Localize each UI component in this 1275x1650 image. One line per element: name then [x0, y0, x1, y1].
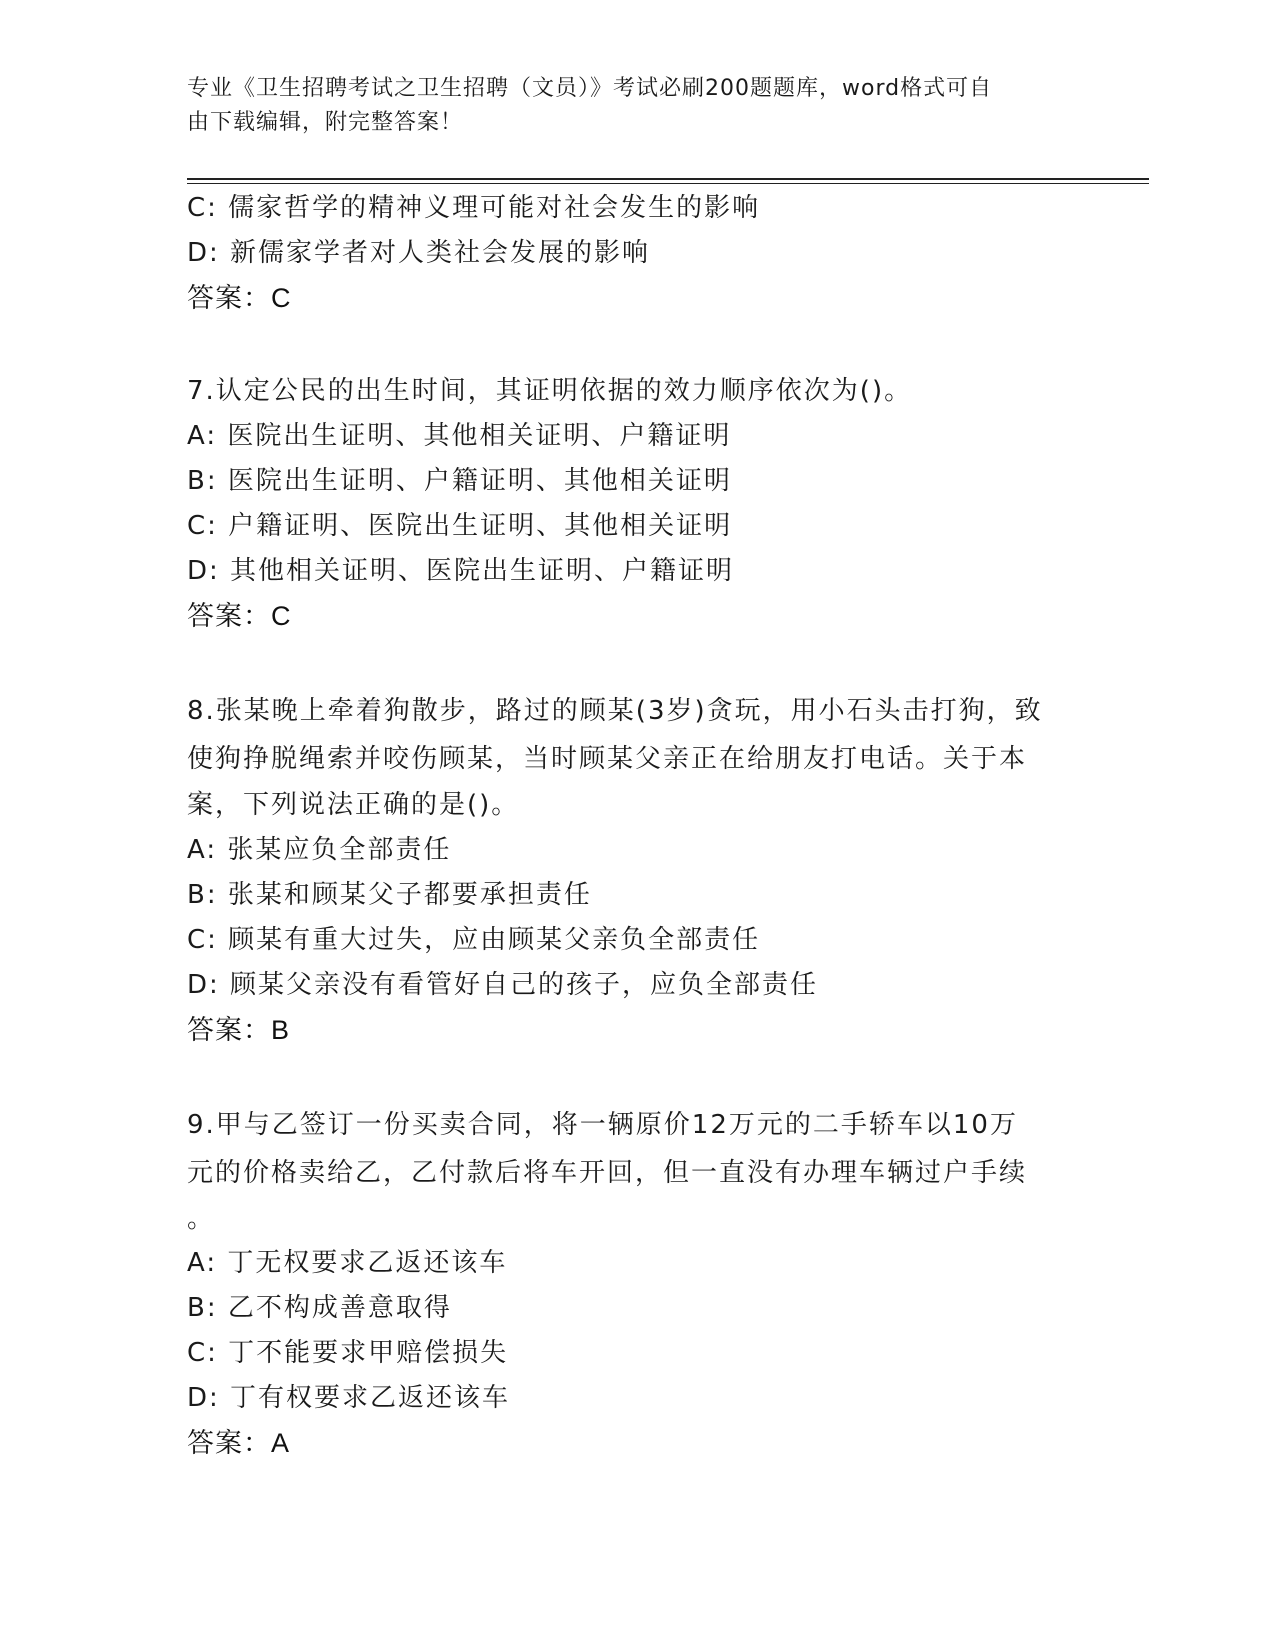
option-c: C: 顾某有重大过失，应由顾某父亲负全部责任 [187, 925, 761, 955]
option-a: A: 丁无权要求乙返还该车 [187, 1248, 508, 1278]
option-d: D: 丁有权要求乙返还该车 [187, 1383, 511, 1413]
header-divider-thin [187, 183, 1149, 184]
question-7 [187, 369, 1087, 639]
option-c: C: 户籍证明、医院出生证明、其他相关证明 [187, 511, 733, 541]
answer-line: 答案：C [187, 601, 292, 631]
question-9 [187, 1101, 1087, 1466]
question-stem: 7.认定公民的出生时间，其证明依据的效力顺序依次为()。 [187, 376, 913, 406]
header-divider-thick [187, 178, 1149, 180]
prev-question-block [187, 186, 1087, 321]
question-stem-line-1: 8.张某晚上牵着狗散步，路过的顾某(3岁)贪玩，用小石头击打狗，致 [187, 696, 1043, 726]
spacer [187, 639, 1087, 687]
answer-line: 答案：A [187, 1428, 291, 1458]
option-d: D: 新儒家学者对人类社会发展的影响 [187, 238, 651, 268]
option-b: B: 乙不构成善意取得 [187, 1293, 452, 1323]
spacer [187, 321, 1087, 369]
question-stem-line-3: 案，下列说法正确的是()。 [187, 790, 520, 820]
question-content [187, 186, 1087, 1466]
spacer [187, 1053, 1087, 1101]
question-stem-line-2: 元的价格卖给乙，乙付款后将车开回，但一直没有办理车辆过户手续 [187, 1158, 1028, 1188]
option-d: D: 顾某父亲没有看管好自己的孩子，应负全部责任 [187, 970, 819, 1000]
question-stem-line-1: 9.甲与乙签订一份买卖合同，将一辆原价12万元的二手轿车以10万 [187, 1110, 1018, 1140]
page-header [187, 72, 1067, 140]
answer-line: 答案：B [187, 1015, 291, 1045]
question-stem-line-3: 。 [187, 1204, 216, 1234]
option-c: C: 儒家哲学的精神义理可能对社会发生的影响 [187, 193, 761, 223]
answer-line: 答案：C [187, 283, 292, 313]
option-d: D: 其他相关证明、医院出生证明、户籍证明 [187, 556, 735, 586]
option-c: C: 丁不能要求甲赔偿损失 [187, 1338, 509, 1368]
option-a: A: 张某应负全部责任 [187, 835, 452, 865]
option-b: B: 张某和顾某父子都要承担责任 [187, 880, 592, 910]
question-8 [187, 687, 1087, 1053]
header-line-1: 专业《卫生招聘考试之卫生招聘（文员）》考试必刷200题题库，word格式可自 [187, 76, 993, 101]
option-b: B: 医院出生证明、户籍证明、其他相关证明 [187, 466, 732, 496]
option-a: A: 医院出生证明、其他相关证明、户籍证明 [187, 421, 732, 451]
header-line-2: 由下载编辑，附完整答案！ [187, 110, 464, 135]
question-stem-line-2: 使狗挣脱绳索并咬伤顾某，当时顾某父亲正在给朋友打电话。关于本 [187, 744, 1028, 774]
